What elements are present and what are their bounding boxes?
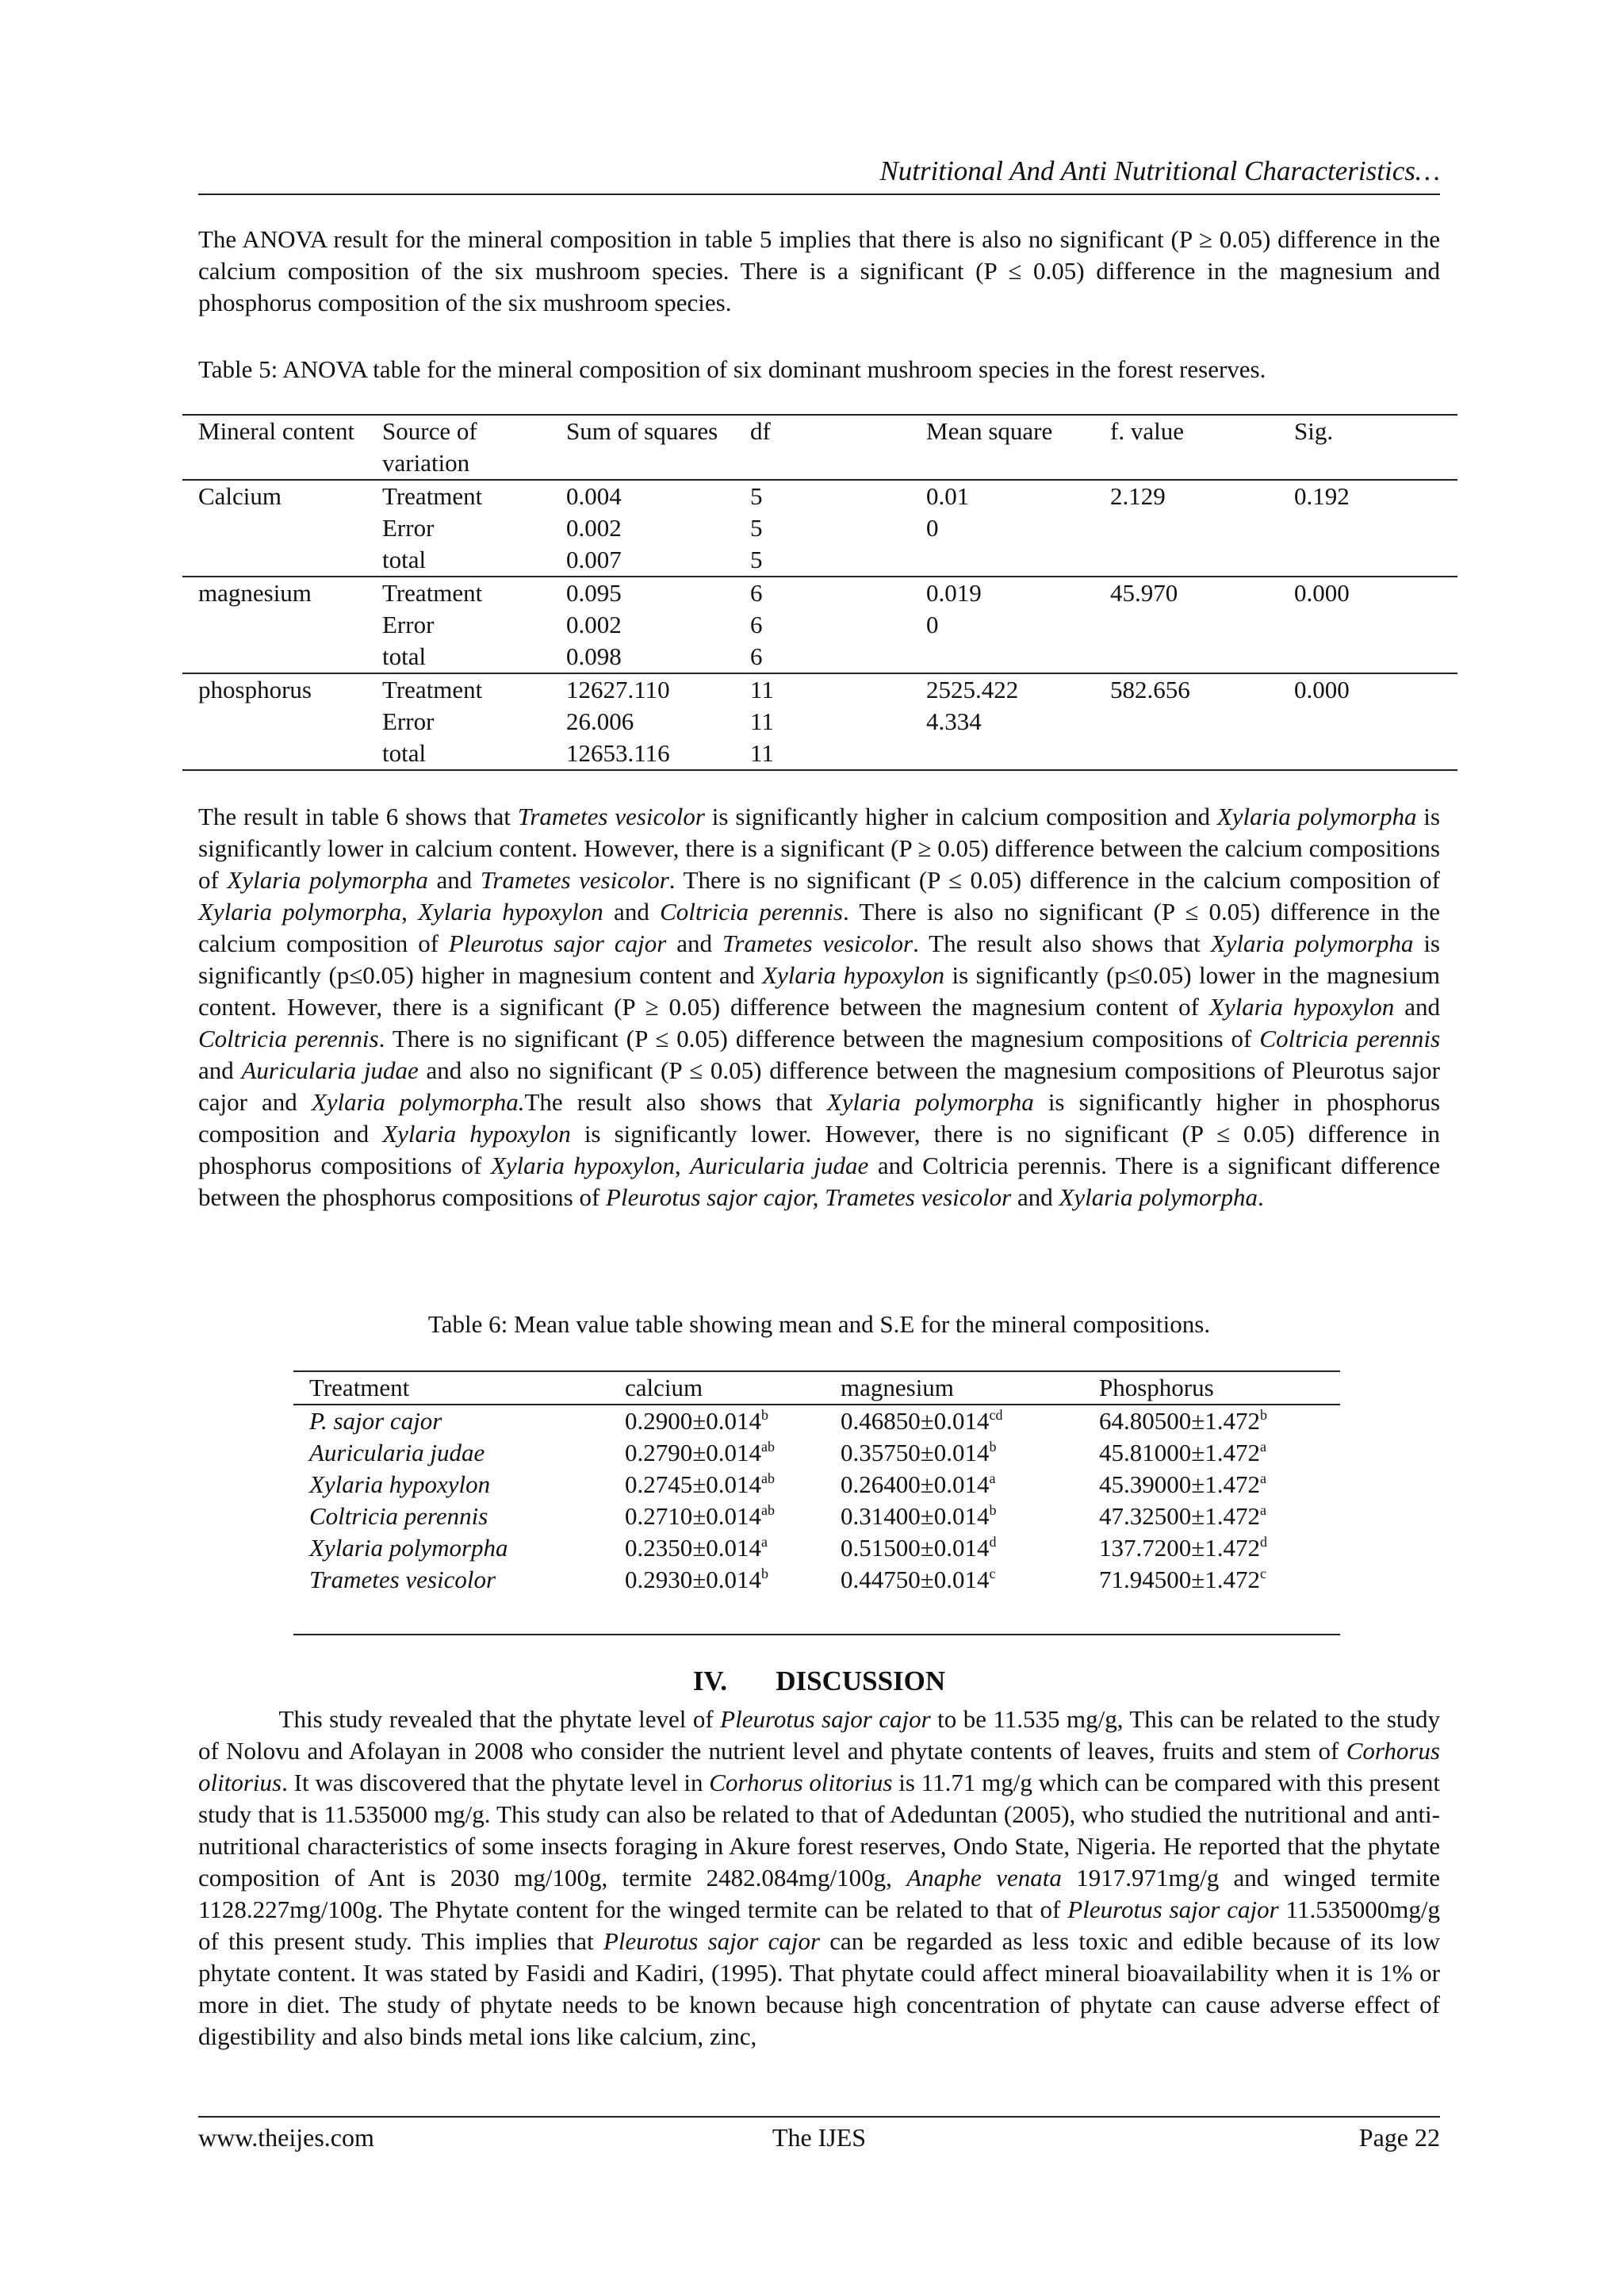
anova-header-cell: Sum of squares bbox=[550, 415, 734, 480]
anova-cell-df: 5 bbox=[750, 482, 763, 510]
phosphorus-cell bbox=[1083, 1469, 1340, 1501]
text-run: can be regarded as less toxic and edible because of its low phytate content. It was stated by Fasidi and Kadiri, (1995). That phytate could affect mineral bioavailability when it is 1% or more in diet. The study of phytate needs to be known because high concentration of phytate can cause adverse effect of digestibility and also binds metal ions like calcium, zinc, bbox=[198, 1927, 1441, 2050]
phosphorus-significance-letter: d bbox=[1260, 1534, 1268, 1550]
anova-cell-f: 582.656 bbox=[1094, 673, 1278, 706]
text-run: and also no significant (P ≤ 0.05) difference between the magnesium compositions of Pleurotus sajor cajor and bbox=[198, 1056, 1440, 1116]
calcium-value: 0.2745±0.014 bbox=[625, 1470, 762, 1498]
calcium-significance-letter: a bbox=[761, 1534, 768, 1550]
anova-cell-ss: 12653.116 bbox=[566, 739, 670, 767]
magnesium-cell bbox=[825, 1469, 1083, 1501]
magnesium-value: 0.46850±0.014 bbox=[841, 1407, 990, 1435]
phosphorus-value: 45.81000±1.472 bbox=[1099, 1439, 1261, 1466]
calcium-cell bbox=[609, 1469, 825, 1501]
anova-cell-sig bbox=[1278, 706, 1457, 738]
treatment-name-cell bbox=[293, 1469, 609, 1501]
anova-table bbox=[182, 414, 1457, 771]
anova-cell-source: Error bbox=[382, 611, 435, 638]
anova-cell-sig bbox=[1278, 641, 1457, 673]
species-name: Xylaria hypoxylon bbox=[1208, 993, 1395, 1021]
calcium-cell bbox=[609, 1405, 825, 1437]
species-name: Xylaria hypoxylon bbox=[762, 961, 944, 989]
means-row bbox=[293, 1501, 1340, 1532]
magnesium-value: 0.44750±0.014 bbox=[841, 1566, 990, 1593]
footer-website[interactable]: www.theijes.com bbox=[198, 2123, 374, 2152]
species-name: Xylaria hypoxylon bbox=[418, 898, 603, 926]
text-run: is 11.71 mg/g which can be compared with this present study that is 11.535000 mg/g. This study can also be related to that of Adeduntan (2005), who studied the nutritional and anti-nutritional characteristics of some insects foraging in Akure forest reserves, Ondo State, Nigeria. He reported that the phytate composition of Ant is 2030 mg/100g, termite 2482.084mg/100g, bbox=[198, 1769, 1441, 1892]
anova-mineral-cell: Calcium bbox=[198, 482, 282, 510]
anova-cell-f: 45.970 bbox=[1094, 577, 1278, 609]
anova-cell-ms: 0 bbox=[926, 514, 939, 542]
species-name: Auricularia judae bbox=[690, 1152, 869, 1179]
discussion-paragraph-block bbox=[198, 1704, 1440, 2053]
phosphorus-value: 64.80500±1.472 bbox=[1099, 1407, 1261, 1435]
means-table bbox=[293, 1370, 1340, 1635]
anova-cell-sig bbox=[1278, 609, 1457, 641]
footer bbox=[198, 2122, 1440, 2153]
anova-cell-ms: 0.01 bbox=[926, 482, 970, 510]
species-name: Pleurotus sajor cajor bbox=[720, 1705, 931, 1733]
species-name: Trametes vesicolor bbox=[480, 866, 669, 894]
anova-cell-source: Error bbox=[382, 707, 435, 735]
text-run: and bbox=[603, 898, 661, 926]
treatment-name: Trametes vesicolor bbox=[309, 1566, 496, 1593]
magnesium-cell bbox=[825, 1437, 1083, 1469]
means-header-cell: calcium bbox=[609, 1371, 825, 1405]
magnesium-significance-letter: b bbox=[989, 1439, 997, 1455]
anova-cell-source: total bbox=[382, 642, 427, 670]
anova-row bbox=[182, 512, 1457, 544]
results-paragraph bbox=[198, 801, 1440, 1213]
calcium-value: 0.2710±0.014 bbox=[625, 1502, 762, 1530]
magnesium-significance-letter: c bbox=[989, 1566, 996, 1581]
anova-cell-source: Treatment bbox=[366, 577, 550, 609]
treatment-name-cell bbox=[293, 1405, 609, 1437]
anova-row bbox=[182, 641, 1457, 673]
anova-cell-source: total bbox=[382, 546, 427, 573]
magnesium-significance-letter: b bbox=[989, 1502, 997, 1518]
anova-cell-ss: 0.004 bbox=[566, 482, 622, 510]
anova-cell-sig: 0.000 bbox=[1278, 673, 1457, 706]
magnesium-significance-letter: cd bbox=[989, 1407, 1003, 1423]
text-run: is significantly (p≤0.05) higher in magnesium content and bbox=[198, 930, 1440, 989]
species-name: Anaphe venata bbox=[906, 1864, 1062, 1892]
anova-cell-f bbox=[1094, 544, 1278, 577]
anova-empty-cell bbox=[182, 512, 366, 544]
anova-cell-ms bbox=[910, 641, 1094, 673]
header-rule bbox=[198, 194, 1440, 195]
section-number: IV. bbox=[692, 1665, 727, 1696]
intro-paragraph-block bbox=[198, 224, 1440, 319]
calcium-significance-letter: b bbox=[761, 1407, 769, 1423]
anova-row bbox=[182, 577, 1457, 609]
anova-header-cell: df bbox=[734, 415, 910, 480]
magnesium-value: 0.35750±0.014 bbox=[841, 1439, 990, 1466]
calcium-significance-letter: ab bbox=[761, 1502, 776, 1518]
calcium-cell bbox=[609, 1437, 825, 1469]
anova-header-cell: Sig. bbox=[1278, 415, 1457, 480]
text-run: and bbox=[427, 866, 481, 894]
phosphorus-significance-letter: a bbox=[1260, 1439, 1267, 1455]
results-paragraph-block bbox=[198, 801, 1440, 1213]
anova-cell-ss: 0.002 bbox=[566, 514, 622, 542]
text-run: and bbox=[666, 930, 722, 957]
species-name: Xylaria polymorpha bbox=[1216, 803, 1417, 830]
anova-cell-ms: 4.334 bbox=[926, 707, 982, 735]
footer-page-number: Page 22 bbox=[1358, 2123, 1440, 2152]
calcium-cell bbox=[609, 1564, 825, 1635]
text-run: and bbox=[1011, 1183, 1059, 1211]
anova-cell-ms: 0 bbox=[926, 611, 939, 638]
species-name: Pleurotus sajor cajor bbox=[603, 1927, 821, 1955]
treatment-name: Xylaria polymorpha bbox=[309, 1534, 508, 1562]
calcium-significance-letter: ab bbox=[761, 1470, 776, 1486]
species-name: Xylaria polymorpha bbox=[198, 898, 402, 926]
phosphorus-significance-letter: c bbox=[1260, 1566, 1267, 1581]
anova-cell-sig: 0.192 bbox=[1294, 482, 1350, 510]
anova-row bbox=[182, 544, 1457, 577]
section-heading bbox=[198, 1665, 1440, 1697]
anova-header-cell: Mineral content bbox=[182, 415, 366, 480]
magnesium-cell bbox=[825, 1501, 1083, 1532]
phosphorus-cell bbox=[1083, 1564, 1340, 1635]
text-run: is significantly higher in phosphorus composition and bbox=[198, 1088, 1441, 1148]
anova-cell-df: 6 bbox=[750, 642, 763, 670]
anova-cell-ms: 0.019 bbox=[910, 577, 1094, 609]
anova-cell-source: Error bbox=[382, 514, 435, 542]
magnesium-significance-letter: d bbox=[989, 1534, 997, 1550]
species-name: Xylaria hypoxylon bbox=[382, 1120, 571, 1148]
species-name: Pleurotus sajor cajor, Trametes vesicolor bbox=[606, 1183, 1012, 1211]
species-name: Xylaria polymorpha bbox=[1059, 1183, 1258, 1211]
means-row bbox=[293, 1469, 1340, 1501]
text-run: and bbox=[1394, 993, 1440, 1021]
text-run: . There is no significant (P ≤ 0.05) difference between the magnesium compositions of bbox=[378, 1025, 1260, 1052]
phosphorus-value: 71.94500±1.472 bbox=[1099, 1566, 1261, 1593]
means-header-cell: Phosphorus bbox=[1083, 1371, 1340, 1405]
anova-row bbox=[182, 480, 1457, 512]
anova-cell-ms: 2525.422 bbox=[910, 673, 1094, 706]
anova-cell-ss: 0.007 bbox=[566, 546, 622, 573]
magnesium-value: 0.51500±0.014 bbox=[841, 1534, 990, 1562]
anova-cell-df: 6 bbox=[734, 577, 910, 609]
anova-row bbox=[182, 673, 1457, 706]
phosphorus-cell bbox=[1083, 1437, 1340, 1469]
anova-cell-source: Treatment bbox=[366, 673, 550, 706]
treatment-name-cell bbox=[293, 1564, 609, 1635]
footer-journal: The IJES bbox=[772, 2123, 867, 2152]
anova-cell-ss: 26.006 bbox=[566, 707, 634, 735]
treatment-name: Auricularia judae bbox=[309, 1439, 485, 1466]
calcium-cell bbox=[609, 1532, 825, 1564]
text-run: 1917.971mg/g and winged termite 1128.227mg/100g. The Phytate content for the winged termite can be related to that of bbox=[198, 1864, 1441, 1923]
text-run: . The result also shows that bbox=[913, 930, 1211, 957]
anova-cell-f bbox=[1094, 641, 1278, 673]
text-run: is significantly lower. However, there is no significant (P ≤ 0.05) difference in phosphorus compositions of bbox=[198, 1120, 1440, 1179]
text-run: . There is no significant (P ≤ 0.05) difference in the calcium composition of bbox=[668, 866, 1440, 894]
means-header-cell: magnesium bbox=[825, 1371, 1083, 1405]
species-name: Coltricia perennis bbox=[1259, 1025, 1441, 1052]
magnesium-value: 0.26400±0.014 bbox=[841, 1470, 990, 1498]
phosphorus-value: 45.39000±1.472 bbox=[1099, 1470, 1261, 1498]
anova-empty-cell bbox=[182, 609, 366, 641]
species-name: Pleurotus sajor cajor bbox=[1067, 1895, 1279, 1923]
anova-cell-df: 5 bbox=[750, 514, 763, 542]
anova-header-cell: Source of variation bbox=[366, 415, 550, 480]
anova-mineral-cell: phosphorus bbox=[182, 673, 366, 706]
anova-header-cell: Mean square bbox=[910, 415, 1094, 480]
anova-header-row bbox=[182, 415, 1457, 480]
discussion-paragraph bbox=[198, 1704, 1440, 2053]
anova-cell-source: total bbox=[382, 739, 427, 767]
anova-cell-df: 6 bbox=[750, 611, 763, 638]
calcium-significance-letter: ab bbox=[761, 1439, 776, 1455]
magnesium-cell bbox=[825, 1564, 1083, 1635]
phosphorus-value: 47.32500±1.472 bbox=[1099, 1502, 1261, 1530]
calcium-cell bbox=[609, 1501, 825, 1532]
calcium-value: 0.2900±0.014 bbox=[625, 1407, 762, 1435]
anova-cell-ss: 0.098 bbox=[566, 642, 622, 670]
anova-cell-sig bbox=[1278, 512, 1457, 544]
species-name: Trametes vesicolor bbox=[722, 930, 914, 957]
text-run: and bbox=[198, 1056, 242, 1084]
anova-empty-cell bbox=[182, 706, 366, 738]
section-title: DISCUSSION bbox=[776, 1665, 946, 1696]
magnesium-significance-letter: a bbox=[989, 1470, 996, 1486]
text-run: 11.535000mg/g of this present study. This implies that bbox=[198, 1895, 1441, 1955]
anova-row bbox=[182, 738, 1457, 770]
means-row bbox=[293, 1564, 1340, 1635]
anova-cell-ss: 12627.110 bbox=[550, 673, 734, 706]
anova-cell-source: Treatment bbox=[382, 482, 483, 510]
table5-caption: Table 5: ANOVA table for the mineral composition of six dominant mushroom species in the forest reserves. bbox=[198, 355, 1266, 383]
phosphorus-significance-letter: b bbox=[1260, 1407, 1268, 1423]
anova-cell-f bbox=[1094, 512, 1278, 544]
means-header-cell: Treatment bbox=[293, 1371, 609, 1405]
species-name: Xylaria polymorpha bbox=[227, 866, 428, 894]
anova-cell-df: 11 bbox=[750, 739, 774, 767]
anova-cell-ms bbox=[910, 544, 1094, 577]
text-run: . There is also no significant (P ≤ 0.05) difference in the calcium composition of bbox=[198, 898, 1440, 957]
anova-cell-ms bbox=[910, 738, 1094, 770]
anova-row bbox=[182, 609, 1457, 641]
species-name: Corhorus olitorius bbox=[198, 1737, 1440, 1796]
magnesium-cell bbox=[825, 1532, 1083, 1564]
magnesium-cell bbox=[825, 1405, 1083, 1437]
calcium-value: 0.2930±0.014 bbox=[625, 1566, 762, 1593]
treatment-name: P. sajor cajor bbox=[309, 1407, 442, 1435]
species-name: Pleurotus sajor cajor bbox=[448, 930, 667, 957]
species-name: Trametes vesicolor bbox=[517, 803, 705, 830]
anova-row bbox=[182, 706, 1457, 738]
phosphorus-cell bbox=[1083, 1532, 1340, 1564]
anova-empty-cell bbox=[182, 641, 366, 673]
anova-cell-sig bbox=[1278, 738, 1457, 770]
phosphorus-significance-letter: a bbox=[1260, 1502, 1267, 1518]
running-title: Nutritional And Anti Nutritional Characteristics… bbox=[879, 155, 1440, 186]
anova-empty-cell bbox=[182, 544, 366, 577]
text-run: , bbox=[401, 898, 419, 926]
treatment-name-cell bbox=[293, 1532, 609, 1564]
text-run: is significantly lower in calcium content. However, there is a significant (P ≥ 0.05) difference between the calcium compositions of bbox=[198, 803, 1440, 894]
species-name: Corhorus olitorius bbox=[709, 1769, 893, 1796]
calcium-significance-letter: b bbox=[761, 1566, 769, 1581]
anova-cell-ss: 0.095 bbox=[550, 577, 734, 609]
anova-mineral-cell: magnesium bbox=[182, 577, 366, 609]
treatment-name-cell bbox=[293, 1501, 609, 1532]
species-name: Xylaria polymorpha bbox=[1210, 930, 1414, 957]
text-run: . It was discovered that the phytate level in bbox=[282, 1769, 710, 1796]
treatment-name: Coltricia perennis bbox=[309, 1502, 488, 1530]
text-run: This study revealed that the phytate level of bbox=[198, 1705, 721, 1733]
means-row bbox=[293, 1532, 1340, 1564]
calcium-value: 0.2350±0.014 bbox=[625, 1534, 762, 1562]
species-name: Xylaria polymorpha. bbox=[311, 1088, 525, 1116]
magnesium-value: 0.31400±0.014 bbox=[841, 1502, 990, 1530]
footer-rule bbox=[198, 2116, 1440, 2118]
species-name: Xylaria polymorpha bbox=[826, 1088, 1034, 1116]
anova-cell-sig bbox=[1278, 544, 1457, 577]
phosphorus-cell bbox=[1083, 1405, 1340, 1437]
anova-cell-df: 11 bbox=[734, 673, 910, 706]
anova-empty-cell bbox=[182, 738, 366, 770]
text-run: is significantly higher in calcium composition and bbox=[704, 803, 1217, 830]
anova-cell-f: 2.129 bbox=[1110, 482, 1166, 510]
phosphorus-significance-letter: a bbox=[1260, 1470, 1267, 1486]
species-name: Xylaria hypoxylon bbox=[490, 1152, 675, 1179]
anova-cell-df: 11 bbox=[750, 707, 774, 735]
text-run: is significantly (p≤0.05) lower in the magnesium content. However, there is a significant (P ≥ 0.05) difference between the magnesium content of bbox=[198, 961, 1440, 1021]
text-run: . bbox=[1258, 1183, 1264, 1211]
anova-header-cell: f. value bbox=[1094, 415, 1278, 480]
text-run: and Coltricia perennis. There is a significant difference between the phosphorus compositions of bbox=[198, 1152, 1440, 1211]
treatment-name: Xylaria hypoxylon bbox=[309, 1470, 491, 1498]
table6-caption: Table 6: Mean value table showing mean and S.E for the mineral compositions. bbox=[427, 1310, 1211, 1338]
anova-cell-sig: 0.000 bbox=[1278, 577, 1457, 609]
text-run: , bbox=[674, 1152, 691, 1179]
calcium-value: 0.2790±0.014 bbox=[625, 1439, 762, 1466]
means-row bbox=[293, 1437, 1340, 1469]
anova-cell-f bbox=[1094, 706, 1278, 738]
species-name: Auricularia judae bbox=[241, 1056, 419, 1084]
treatment-name-cell bbox=[293, 1437, 609, 1469]
text-run: to be 11.535 mg/g, This can be related to the study of Nolovu and Afolayan in 2008 who consider the nutrient level and phytate contents of leaves, fruits and stem of bbox=[198, 1705, 1440, 1765]
phosphorus-value: 137.7200±1.472 bbox=[1099, 1534, 1261, 1562]
anova-cell-f bbox=[1094, 609, 1278, 641]
means-row bbox=[293, 1405, 1340, 1437]
text-run: The result in table 6 shows that bbox=[198, 803, 518, 830]
phosphorus-cell bbox=[1083, 1501, 1340, 1532]
anova-cell-df: 5 bbox=[750, 546, 763, 573]
intro-paragraph: The ANOVA result for the mineral composition in table 5 implies that there is also no significant (P ≥ 0.05) difference in the calcium composition of the six mushroom species. There is a significant (P ≤ 0.05) difference in the magnesium and phosphorus composition of the six mushroom species. bbox=[198, 225, 1440, 316]
text-run: The result also shows that bbox=[524, 1088, 827, 1116]
species-name: Coltricia perennis bbox=[198, 1025, 379, 1052]
anova-cell-f bbox=[1094, 738, 1278, 770]
anova-cell-ss: 0.002 bbox=[566, 611, 622, 638]
species-name: Coltricia perennis bbox=[660, 898, 843, 926]
